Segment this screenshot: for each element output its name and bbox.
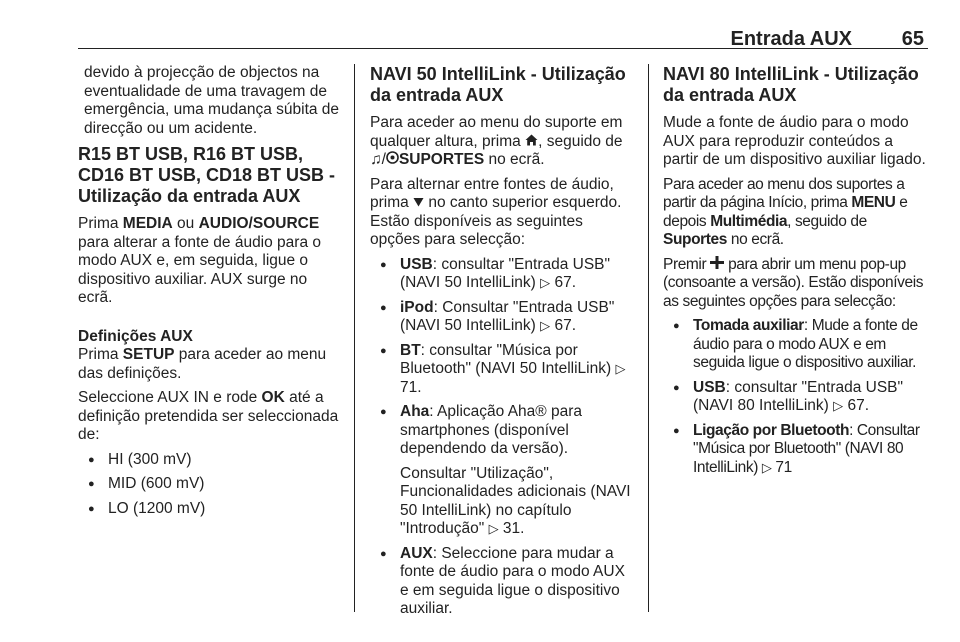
paragraph: Premir para abrir um menu pop-up (consoante a versão). Estão disponíveis as seguintes opções para selecção: xyxy=(663,255,924,310)
column-1 xyxy=(78,64,340,524)
list-item: ● USB: consultar "Entrada USB" (NAVI 50 IntelliLink) ▷ 67. xyxy=(370,256,634,293)
plus-icon xyxy=(710,256,724,273)
column-3 xyxy=(663,64,929,483)
list-item: ● AUX: Seleccione para mudar a fonte de áudio para o modo AUX e em seguida ligue o dispositivo auxiliar. xyxy=(370,545,634,619)
media-source-icon xyxy=(386,151,399,168)
down-triangle-icon xyxy=(413,194,424,211)
list-item: ● BT: consultar "Música por Bluetooth" (NAVI 50 IntelliLink) ▷ 71. xyxy=(370,342,634,398)
page-ref-icon: ▷ xyxy=(761,459,772,475)
option-list xyxy=(663,317,929,477)
list-item: ● Aha: Aplicação Aha® para smartphones (disponível dependendo da versão). Consultar "Utilização", Funcionalidades adicionais (NAVI 50 IntelliLink) no capítulo "Introdução" ▷ 31. xyxy=(370,403,634,539)
page-header xyxy=(78,24,928,49)
list-item: ● USB: consultar "Entrada USB" (NAVI 80 IntelliLink) ▷ 67. xyxy=(663,379,929,416)
page-ref-icon: ▷ xyxy=(488,521,499,536)
section-heading: NAVI 50 IntelliLink - Utilização da entrada AUX xyxy=(370,64,626,105)
paragraph: Prima SETUP para aceder ao menu das definições. xyxy=(78,346,327,382)
subheading: Definições AUX xyxy=(78,327,193,345)
source-list xyxy=(370,256,634,619)
section-heading: R15 BT USB, R16 BT USB, CD16 BT USB, CD18 BT USB - Utilização da entrada AUX xyxy=(78,144,336,206)
page-number: 65 xyxy=(901,28,924,50)
paragraph: Seleccione AUX IN e rode OK até a definição pretendida ser seleccionada de: xyxy=(78,389,339,443)
list-item: ● LO (1200 mV) xyxy=(78,500,340,519)
column-divider xyxy=(648,64,649,612)
list-item: ● HI (300 mV) xyxy=(78,451,340,470)
paragraph: Prima MEDIA ou AUDIO/SOURCE para alterar a fonte de áudio para o modo AUX e, em seguida, ligue o dispositivo auxiliar. AUX surge no ecrã. xyxy=(78,215,322,306)
paragraph: Para alternar entre fontes de áudio, prima no canto superior esquerdo. Estão disponíveis as seguintes opções para selecção: xyxy=(370,175,622,248)
section-title: Entrada AUX xyxy=(730,28,852,50)
options-list xyxy=(78,451,340,519)
paragraph: Para aceder ao menu do suporte em qualquer altura, prima , seguido de ♫/ SUPORTES no ecrã. xyxy=(370,114,623,168)
paragraph: Mude a fonte de áudio para o modo AUX para reproduzir conteúdos a partir de um dispositivo auxiliar ligado. xyxy=(663,114,926,168)
page-ref-icon: ▷ xyxy=(540,318,551,333)
section-heading: NAVI 80 IntelliLink - Utilização da entrada AUX xyxy=(663,64,919,105)
list-item: ● Ligação por Bluetooth: Consultar "Música por Bluetooth" (NAVI 80 IntelliLink) ▷ 71 xyxy=(663,422,929,478)
intro-paragraph: devido à projecção de objectos na eventualidade de uma travagem de emergência, uma mudança súbita de direcção ou um acidente. xyxy=(84,64,340,137)
page-ref-icon: ▷ xyxy=(615,361,626,376)
column-divider xyxy=(354,64,355,612)
list-item: ● iPod: Consultar "Entrada USB" (NAVI 50 IntelliLink) ▷ 67. xyxy=(370,299,634,336)
paragraph: Para aceder ao menu dos suportes a partir da página Início, prima MENU e depois Multimédia, seguido de Suportes no ecrã. xyxy=(663,175,908,248)
list-item: ● MID (600 mV) xyxy=(78,475,340,494)
list-item: ● Tomada auxiliar: Mude a fonte de áudio para o modo AUX e em seguida ligue o dispositivo auxiliar. xyxy=(663,317,929,373)
page-ref-icon: ▷ xyxy=(833,398,844,413)
page-ref-icon: ▷ xyxy=(540,275,551,290)
column-2 xyxy=(370,64,634,625)
home-icon xyxy=(525,133,538,150)
